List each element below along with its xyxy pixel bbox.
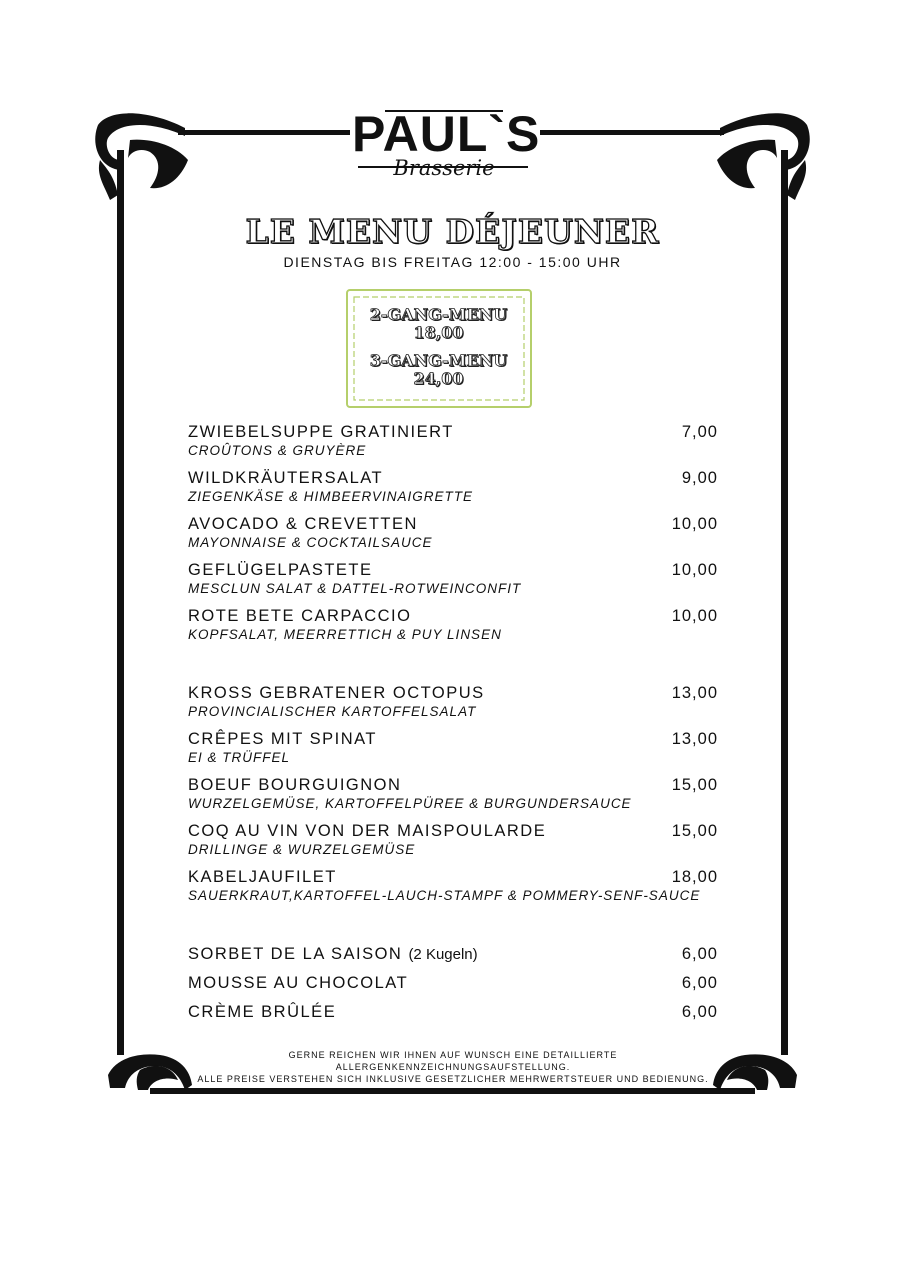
set-menu-3-label: 3-GANG-MENU bbox=[369, 351, 508, 370]
menu-item bbox=[188, 560, 718, 606]
dish-price: 10,00 bbox=[671, 607, 718, 625]
dish-name: KABELJAUFILET bbox=[188, 868, 337, 886]
dish-description: ZIEGENKÄSE & HIMBEERVINAIGRETTE bbox=[188, 489, 474, 504]
dish-description: PROVINCIALISCHER KARTOFFELSALAT bbox=[188, 704, 477, 719]
menu-title: LE MENU DÉJEUNER bbox=[245, 212, 660, 251]
menu-item bbox=[188, 422, 718, 468]
corner-ornament-top-right bbox=[717, 113, 810, 200]
dish-note: (2 Kugeln) bbox=[408, 946, 478, 963]
dish-name: MOUSSE AU CHOCOLAT bbox=[188, 974, 409, 992]
dish-price: 10,00 bbox=[671, 561, 718, 579]
allergen-note: GERNE REICHEN WIR IHNEN AUF WUNSCH EINE DETAILLIERTE ALLERGENKENNZEICHNUNGSAUFSTELLUNG. bbox=[288, 1050, 618, 1072]
dish-description: EI & TRÜFFEL bbox=[188, 750, 291, 765]
menu-item bbox=[188, 944, 718, 973]
dish-name: AVOCADO & CREVETTEN bbox=[188, 515, 418, 533]
dish-name: ZWIEBELSUPPE GRATINIERT bbox=[188, 423, 454, 441]
dish-description: CROÛTONS & GRUYÈRE bbox=[188, 443, 367, 458]
brand-subtitle: Brasserie bbox=[393, 156, 495, 180]
dish-price: 13,00 bbox=[671, 684, 718, 702]
desserts-section bbox=[188, 944, 718, 1031]
service-hours: DIENSTAG BIS FREITAG 12:00 - 15:00 UHR bbox=[283, 254, 622, 270]
dish-name: KROSS GEBRATENER OCTOPUS bbox=[188, 684, 485, 702]
menu-item bbox=[188, 821, 718, 867]
dish-price: 7,00 bbox=[681, 423, 718, 441]
dish-name: COQ AU VIN VON DER MAISPOULARDE bbox=[188, 822, 547, 840]
menu-item bbox=[188, 514, 718, 560]
dish-price: 18,00 bbox=[671, 868, 718, 886]
menu-item bbox=[188, 775, 718, 821]
menu-item bbox=[188, 973, 718, 1002]
dish-name: CRÊPES MIT SPINAT bbox=[188, 730, 378, 748]
dish-description: DRILLINGE & WURZELGEMÜSE bbox=[188, 842, 416, 857]
dish-description: MESCLUN SALAT & DATTEL-ROTWEINCONFIT bbox=[188, 581, 522, 596]
dish-price: 15,00 bbox=[671, 822, 718, 840]
brand-logo bbox=[352, 106, 541, 180]
dish-price: 10,00 bbox=[671, 515, 718, 533]
starters-section bbox=[188, 422, 718, 652]
dish-price: 13,00 bbox=[671, 730, 718, 748]
menu-item bbox=[188, 867, 718, 913]
dish-name: ROTE BETE CARPACCIO bbox=[188, 607, 412, 625]
corner-ornament-top-left bbox=[95, 113, 188, 200]
footer-notes bbox=[178, 1049, 728, 1085]
dish-price: 6,00 bbox=[681, 1003, 718, 1021]
set-menu-3-price: 24,00 bbox=[413, 369, 464, 388]
menu-item bbox=[188, 468, 718, 514]
dish-price: 6,00 bbox=[681, 974, 718, 992]
dish-name: CRÈME BRÛLÉE bbox=[188, 1003, 337, 1021]
set-menu-2-price: 18,00 bbox=[413, 323, 464, 342]
menu-item bbox=[188, 729, 718, 775]
dish-name: BOEUF BOURGUIGNON bbox=[188, 776, 402, 794]
dish-description: SAUERKRAUT,KARTOFFEL-LAUCH-STAMPF & POMMERY-SENF-SAUCE bbox=[188, 888, 701, 903]
dish-description: MAYONNAISE & COCKTAILSAUCE bbox=[188, 535, 433, 550]
price-note: ALLE PREISE VERSTEHEN SICH INKLUSIVE GESETZLICHER MEHRWERTSTEUER UND BEDIENUNG. bbox=[197, 1074, 709, 1084]
menu-item bbox=[188, 1002, 718, 1031]
dish-name: WILDKRÄUTERSALAT bbox=[188, 469, 384, 487]
dish-price: 15,00 bbox=[671, 776, 718, 794]
dish-description: KOPFSALAT, MEERRETTICH & PUY LINSEN bbox=[188, 627, 502, 642]
menu-item bbox=[188, 606, 718, 652]
brand-name: PAUL`S bbox=[352, 106, 541, 162]
dish-description: WURZELGEMÜSE, KARTOFFELPÜREE & BURGUNDERSAUCE bbox=[188, 796, 632, 811]
mains-section bbox=[188, 683, 718, 913]
menu-item bbox=[188, 683, 718, 729]
dish-price: 9,00 bbox=[681, 469, 718, 487]
set-menu-2-label: 2-GANG-MENU bbox=[369, 305, 508, 324]
dish-name: GEFLÜGELPASTETE bbox=[188, 561, 373, 579]
set-menu-box bbox=[345, 290, 532, 408]
dish-price: 6,00 bbox=[681, 945, 718, 963]
dish-name: SORBET DE LA SAISON (2 Kugeln) bbox=[188, 945, 478, 963]
